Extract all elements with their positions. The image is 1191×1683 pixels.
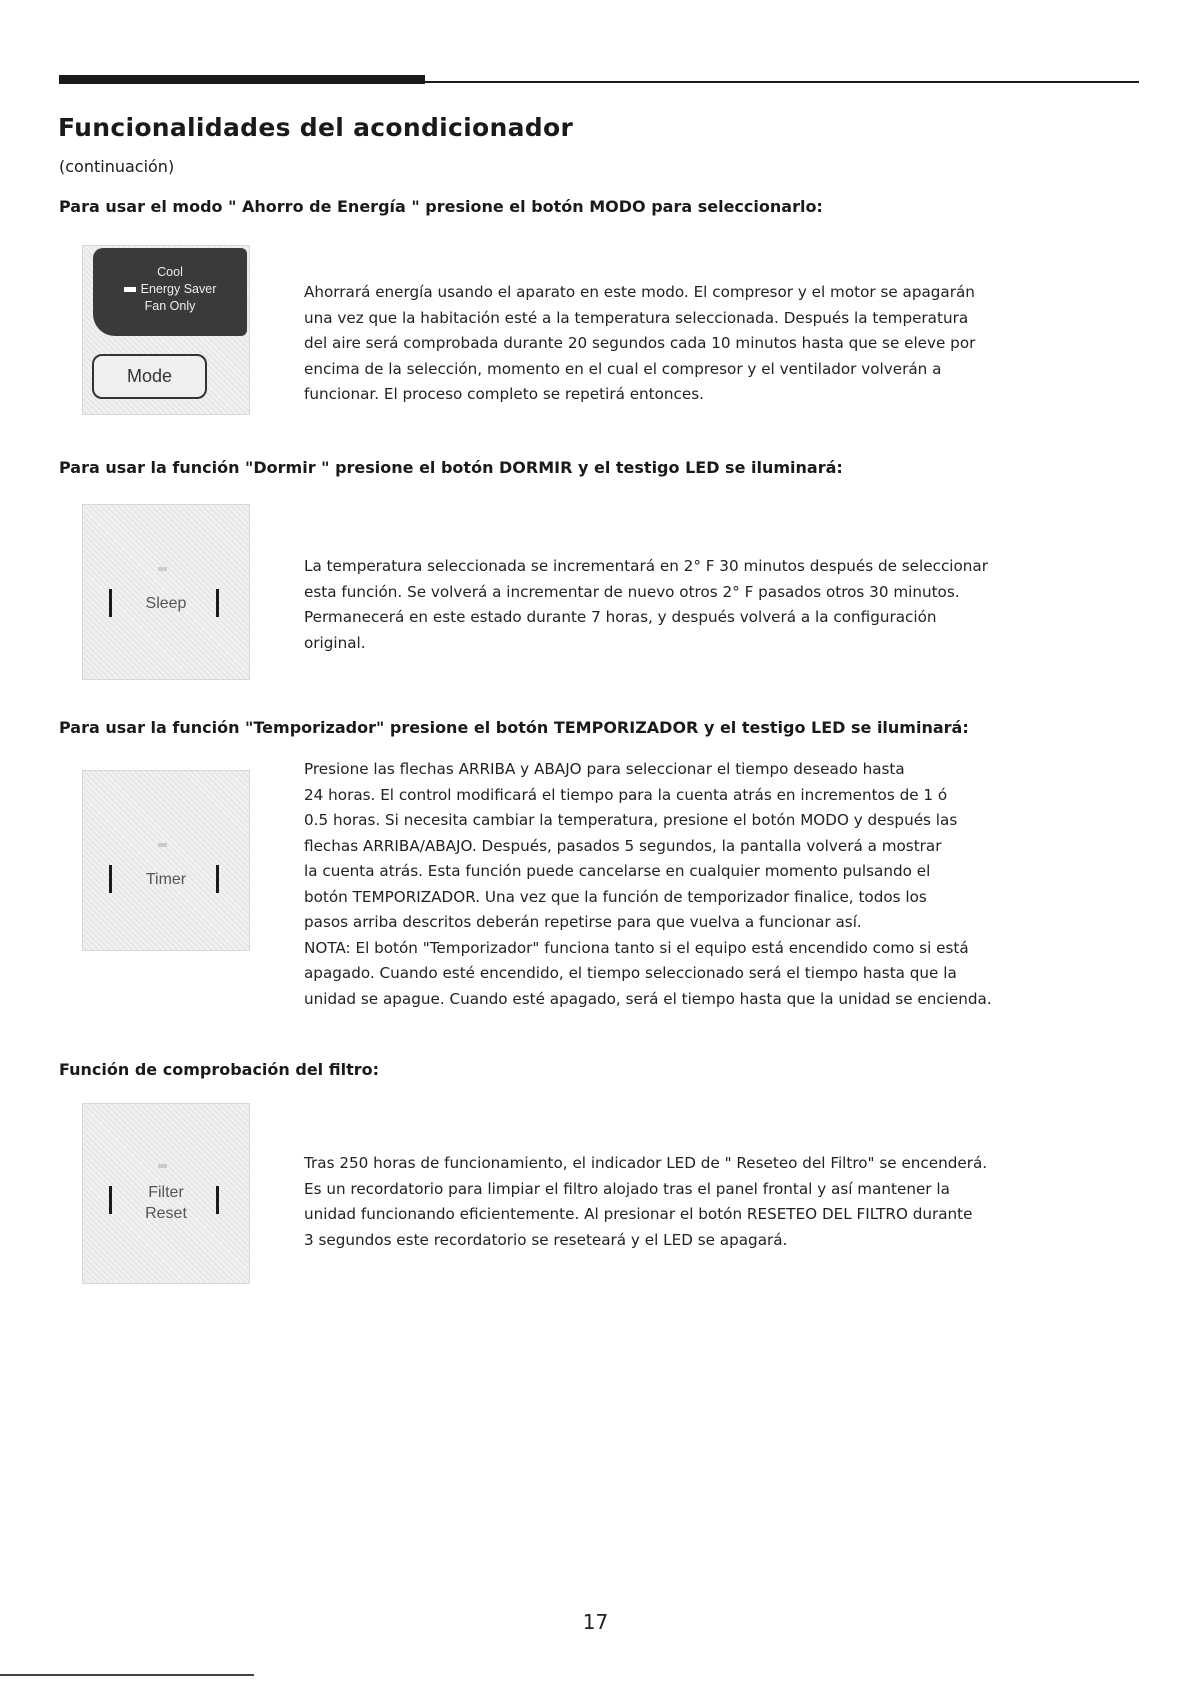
- sleep-led-indicator: [158, 567, 167, 571]
- timer-control-panel-image: [82, 770, 250, 951]
- sleep-button-label: Sleep: [145, 595, 187, 612]
- section-paragraph-timer: Presione las flechas ARRIBA y ABAJO para seleccionar el tiempo deseado hasta 24 horas. El control modificará el tiempo para la cuenta atrás en incrementos de 1 ó 0.5 horas. Si necesita cambiar la temperatura, presione el botón MODO y después las flechas ARRIBA/ABAJO. Después, pasados 5 segundos, la pantalla volverá a mostrar la cuenta atrás. Esta función puede cancelarse en cualquier momento pulsando el botón TEMPORIZADOR. Una vez que la función de temporizador finalice, todos los pasos arriba descritos deberán repetirse para que vuelva a funcionar así. NOTA: El botón "Temporizador" funciona tanto si el equipo está encendido como si está apagado. Cuando esté encendido, el tiempo seleccionado será el tiempo hasta que la unidad se apague. Cuando esté apagado, será el tiempo hasta que la unidad se encienda.: [304, 760, 992, 1008]
- section-paragraph-energy-saver: Ahorrará energía usando el aparato en este modo. El compresor y el motor se apagarán una vez que la habitación esté a la temperatura seleccionada. Después la temperatura del aire será comprobada durante 20 segundos cada 10 minutos hasta que se eleve por encima de la selección, momento en el cual el compresor y el ventilador volverán a funcionar. El proceso completo se repetirá entonces.: [304, 283, 976, 403]
- timer-led-indicator: [158, 843, 167, 847]
- sleep-control-panel-image: [82, 504, 250, 680]
- section-paragraph-filter: Tras 250 horas de funcionamiento, el indicador LED de " Reseteo del Filtro" se encenderá. Es un recordatorio para limpiar el filtro alojado tras el panel frontal y así mantener la unidad funcionando eficientemente. Al presionar el botón RESETEO DEL FILTRO durante 3 segundos este recordatorio se reseteará y el LED se apagará.: [304, 1154, 988, 1249]
- filter-button-label-line1: Filter: [148, 1184, 184, 1201]
- mode-option-fan-only: Fan Only: [144, 299, 196, 313]
- filter-button-label: [113, 1182, 219, 1224]
- filter-led-indicator: [158, 1164, 167, 1168]
- mode-option-energy-saver: Energy Saver: [93, 281, 247, 298]
- page-subtitle: (continuación): [59, 157, 175, 176]
- mode-display: [93, 248, 247, 336]
- filter-button-left-bar: [109, 1186, 112, 1214]
- header-rule-line: [59, 81, 1139, 83]
- filter-button-label-line2: Reset: [145, 1205, 187, 1222]
- timer-button-right-bar: [216, 865, 219, 893]
- page-number: 17: [582, 1610, 609, 1634]
- mode-option-cool: Cool: [157, 265, 183, 279]
- bottom-scan-mark: [0, 1674, 254, 1676]
- section-heading-timer: Para usar la función "Temporizador" presione el botón TEMPORIZADOR y el testigo LED se iluminará:: [59, 718, 969, 737]
- mode-button: Mode: [92, 354, 207, 399]
- section-heading-filter: Función de comprobación del filtro:: [59, 1060, 379, 1079]
- section-heading-energy-saver: Para usar el modo " Ahorro de Energía " presione el botón MODO para seleccionarlo:: [59, 197, 823, 216]
- selected-indicator-icon: [124, 287, 136, 292]
- sleep-button-left-bar: [109, 589, 112, 617]
- page-title: Funcionalidades del acondicionador: [58, 113, 574, 142]
- section-paragraph-sleep: La temperatura seleccionada se incrementará en 2° F 30 minutos después de seleccionar esta función. Se volverá a incrementar de nuevo otros 2° F pasados otros 30 minutos. Permanecerá en este estado durante 7 horas, y después volverá a la configuración original.: [304, 557, 988, 652]
- mode-control-panel-image: [82, 245, 250, 415]
- timer-button-label: Timer: [145, 871, 187, 888]
- sleep-button-right-bar: [216, 589, 219, 617]
- section-heading-sleep: Para usar la función "Dormir " presione el botón DORMIR y el testigo LED se iluminará:: [59, 458, 843, 477]
- filter-button-right-bar: [216, 1186, 219, 1214]
- timer-button-left-bar: [109, 865, 112, 893]
- filter-control-panel-image: [82, 1103, 250, 1284]
